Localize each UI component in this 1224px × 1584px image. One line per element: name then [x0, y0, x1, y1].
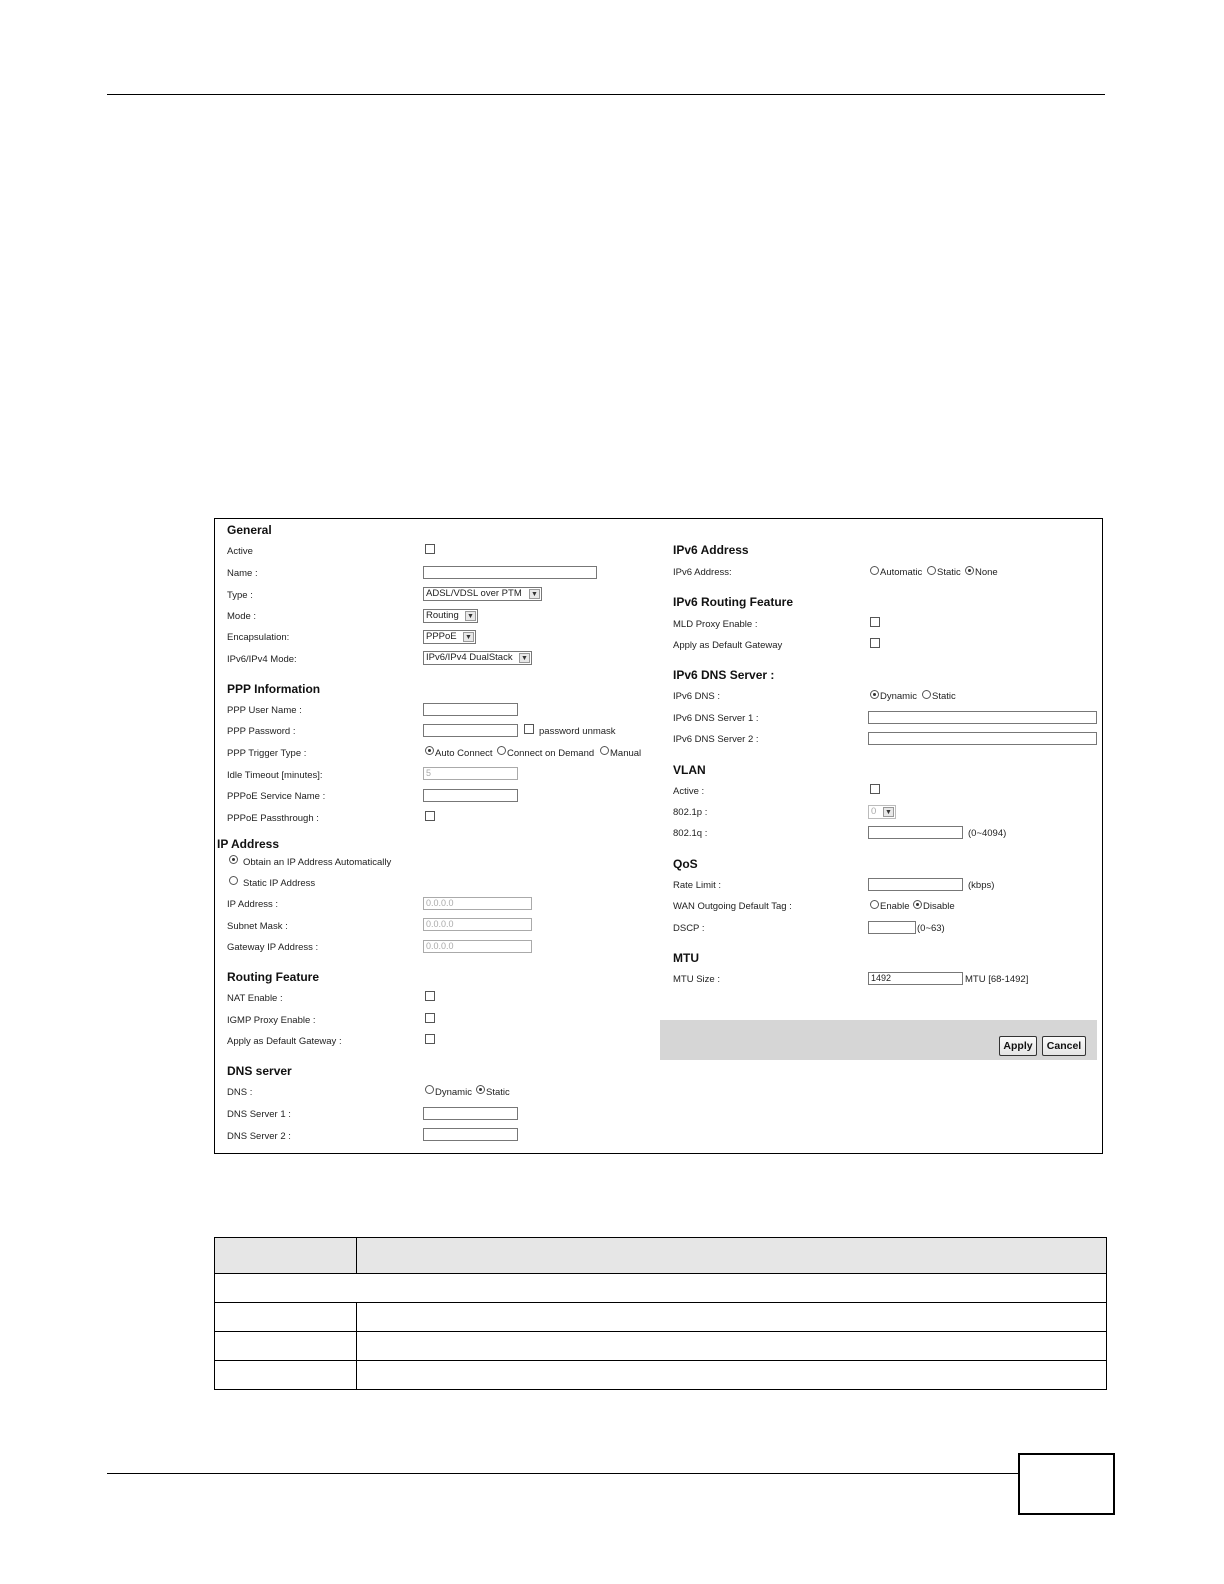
nat-checkbox[interactable]: [425, 991, 435, 1001]
chevron-down-icon: ▼: [519, 653, 530, 663]
type-label: Type :: [227, 590, 253, 601]
subnet-mask-input[interactable]: 0.0.0.0: [423, 918, 532, 931]
cancel-button[interactable]: Cancel: [1042, 1036, 1086, 1056]
dns-server2-input[interactable]: [423, 1128, 518, 1141]
vlan-8021p-label: 802.1p :: [673, 807, 708, 818]
dns-static-radio[interactable]: [476, 1085, 485, 1094]
vlan-8021q-input[interactable]: [868, 826, 963, 839]
dns-heading: DNS server: [227, 1064, 292, 1078]
rate-limit-label: Rate Limit :: [673, 880, 722, 891]
wan-tag-enable-radio[interactable]: [870, 900, 879, 909]
gateway-ip-label: Gateway IP Address :: [227, 942, 319, 953]
trigger-demand-label: Connect on Demand: [507, 748, 595, 759]
trigger-auto-radio[interactable]: [425, 746, 434, 755]
table-cell: [357, 1332, 1107, 1361]
footer-rule: [107, 1473, 1018, 1474]
ip-static-label: Static IP Address: [243, 878, 316, 889]
field-table: [214, 1237, 1107, 1390]
dns-server2-label: DNS Server 2 :: [227, 1131, 291, 1142]
ip-auto-radio[interactable]: [229, 855, 238, 864]
pppoe-service-input[interactable]: [423, 789, 518, 802]
ipv6-dns-server2-input[interactable]: [868, 732, 1097, 745]
mtu-heading: MTU: [673, 951, 699, 965]
type-select-value: ADSL/VDSL over PTM: [426, 588, 522, 599]
nat-label: NAT Enable :: [227, 993, 283, 1004]
pppoe-service-label: PPPoE Service Name :: [227, 791, 326, 802]
table-row: [215, 1361, 1107, 1390]
ip-address-input[interactable]: 0.0.0.0: [423, 897, 532, 910]
ipv6-default-gateway-checkbox[interactable]: [870, 638, 880, 648]
ipv6-dns-label: IPv6 DNS :: [673, 691, 720, 702]
ip-static-radio[interactable]: [229, 876, 238, 885]
dns-dynamic-label: Dynamic: [435, 1087, 472, 1098]
password-unmask-label: password unmask: [539, 726, 616, 737]
mode-select[interactable]: [423, 609, 478, 623]
igmp-checkbox[interactable]: [425, 1013, 435, 1023]
ipv6-dns-heading: IPv6 DNS Server :: [673, 668, 775, 682]
ipv6-address-label: IPv6 Address:: [673, 567, 732, 578]
type-select[interactable]: [423, 587, 542, 601]
apply-button[interactable]: Apply: [999, 1036, 1037, 1056]
name-input[interactable]: [423, 566, 597, 579]
igmp-label: IGMP Proxy Enable :: [227, 1015, 316, 1026]
ipv6-routing-heading: IPv6 Routing Feature: [673, 595, 794, 609]
table-cell: [357, 1303, 1107, 1332]
trigger-demand-radio[interactable]: [497, 746, 506, 755]
ppp-username-input[interactable]: [423, 703, 518, 716]
idle-timeout-input[interactable]: 5: [423, 767, 518, 780]
idle-timeout-label: Idle Timeout [minutes]:: [227, 770, 323, 781]
rate-limit-input[interactable]: [868, 878, 963, 891]
wan-tag-enable-label: Enable: [880, 901, 910, 912]
gateway-ip-input[interactable]: 0.0.0.0: [423, 940, 532, 953]
ipv6-none-label: None: [975, 567, 998, 578]
subnet-mask-label: Subnet Mask :: [227, 921, 288, 932]
active-label: Active: [227, 546, 253, 557]
mtu-size-range: MTU [68-1492]: [965, 974, 1029, 985]
encapsulation-label: Encapsulation:: [227, 632, 290, 643]
password-unmask-checkbox[interactable]: [524, 724, 534, 734]
ip-auto-label: Obtain an IP Address Automatically: [243, 857, 392, 868]
dns-static-label: Static: [486, 1087, 510, 1098]
table-cell: [215, 1332, 357, 1361]
rate-limit-unit: (kbps): [968, 880, 995, 891]
ipv6-dns-server1-input[interactable]: [868, 711, 1097, 724]
wan-tag-disable-radio[interactable]: [913, 900, 922, 909]
ipv6-dns-server2-label: IPv6 DNS Server 2 :: [673, 734, 759, 745]
pppoe-passthrough-label: PPPoE Passthrough :: [227, 813, 319, 824]
mtu-size-label: MTU Size :: [673, 974, 720, 985]
table-cell: [215, 1361, 357, 1390]
vlan-8021p-value: 0: [871, 806, 877, 817]
wan-tag-disable-label: Disable: [923, 901, 955, 912]
table-cell: [215, 1274, 1107, 1303]
trigger-manual-radio[interactable]: [600, 746, 609, 755]
vlan-8021q-label: 802.1q :: [673, 828, 708, 839]
vlan-8021p-select[interactable]: [868, 805, 896, 819]
ipv6-dns-server1-label: IPv6 DNS Server 1 :: [673, 713, 759, 724]
chevron-down-icon: ▼: [465, 611, 476, 621]
ipv6-static-label: Static: [937, 567, 961, 578]
ipv6-dns-dynamic-label: Dynamic: [880, 691, 917, 702]
vlan-active-checkbox[interactable]: [870, 784, 880, 794]
table-header-cell: [357, 1238, 1107, 1274]
vlan-heading: VLAN: [673, 763, 706, 777]
trigger-manual-label: Manual: [610, 748, 642, 759]
table-row: [215, 1332, 1107, 1361]
ipv6-auto-label: Automatic: [880, 567, 923, 578]
ppp-password-label: PPP Password :: [227, 726, 296, 737]
table-row: [215, 1303, 1107, 1332]
ipmode-label: IPv6/IPv4 Mode:: [227, 654, 297, 665]
ipv6-auto-radio[interactable]: [870, 566, 879, 575]
default-gateway-checkbox[interactable]: [425, 1034, 435, 1044]
dscp-label: DSCP :: [673, 923, 705, 934]
table-header-cell: [215, 1238, 357, 1274]
mode-select-value: Routing: [426, 610, 459, 621]
vlan-active-label: Active :: [673, 786, 705, 797]
wan-tag-label: WAN Outgoing Default Tag :: [673, 901, 792, 912]
ppp-heading: PPP Information: [227, 682, 321, 696]
dscp-range: (0~63): [917, 923, 945, 934]
ip-address-label: IP Address :: [227, 899, 279, 910]
ipv6-static-radio[interactable]: [927, 566, 936, 575]
ipv6-none-radio[interactable]: [965, 566, 974, 575]
table-cell: [357, 1361, 1107, 1390]
ipv6-dns-static-label: Static: [932, 691, 956, 702]
ipmode-select-value: IPv6/IPv4 DualStack: [426, 652, 513, 663]
encapsulation-select[interactable]: [423, 630, 476, 644]
dns-dynamic-radio[interactable]: [425, 1085, 434, 1094]
trigger-auto-label: Auto Connect: [435, 748, 493, 759]
pppoe-passthrough-checkbox[interactable]: [425, 811, 435, 821]
dns-server1-label: DNS Server 1 :: [227, 1109, 291, 1120]
mld-proxy-label: MLD Proxy Enable :: [673, 619, 758, 630]
ipv6-default-gateway-label: Apply as Default Gateway: [673, 640, 783, 651]
mtu-size-input[interactable]: 1492: [868, 972, 963, 985]
ipv6-dns-static-radio[interactable]: [922, 690, 931, 699]
dscp-input[interactable]: [868, 921, 916, 934]
encapsulation-select-value: PPPoE: [426, 631, 457, 642]
mode-label: Mode :: [227, 611, 257, 622]
mld-proxy-checkbox[interactable]: [870, 617, 880, 627]
ppp-password-input[interactable]: [423, 724, 518, 737]
ipmode-select[interactable]: [423, 651, 532, 665]
vlan-8021q-range: (0~4094): [968, 828, 1007, 839]
ppp-trigger-label: PPP Trigger Type :: [227, 748, 307, 759]
table-header-row: [215, 1238, 1107, 1274]
chevron-down-icon: ▼: [463, 632, 474, 642]
routing-heading: Routing Feature: [227, 970, 319, 984]
chevron-down-icon: ▼: [529, 589, 540, 599]
active-checkbox[interactable]: [425, 544, 435, 554]
qos-heading: QoS: [673, 857, 698, 871]
table-row: [215, 1274, 1107, 1303]
header-rule: [107, 94, 1105, 95]
ipv6-address-heading: IPv6 Address: [673, 543, 749, 557]
name-label: Name :: [227, 568, 258, 579]
chevron-down-icon: ▼: [883, 807, 894, 817]
table-cell: [215, 1303, 357, 1332]
general-heading: General: [227, 523, 272, 537]
page-number-box: [1018, 1453, 1115, 1515]
ipv6-dns-dynamic-radio[interactable]: [870, 690, 879, 699]
ppp-username-label: PPP User Name :: [227, 705, 302, 716]
dns-server1-input[interactable]: [423, 1107, 518, 1120]
dns-label: DNS :: [227, 1087, 253, 1098]
ip-address-heading: IP Address: [217, 837, 280, 851]
default-gateway-label: Apply as Default Gateway :: [227, 1036, 342, 1047]
